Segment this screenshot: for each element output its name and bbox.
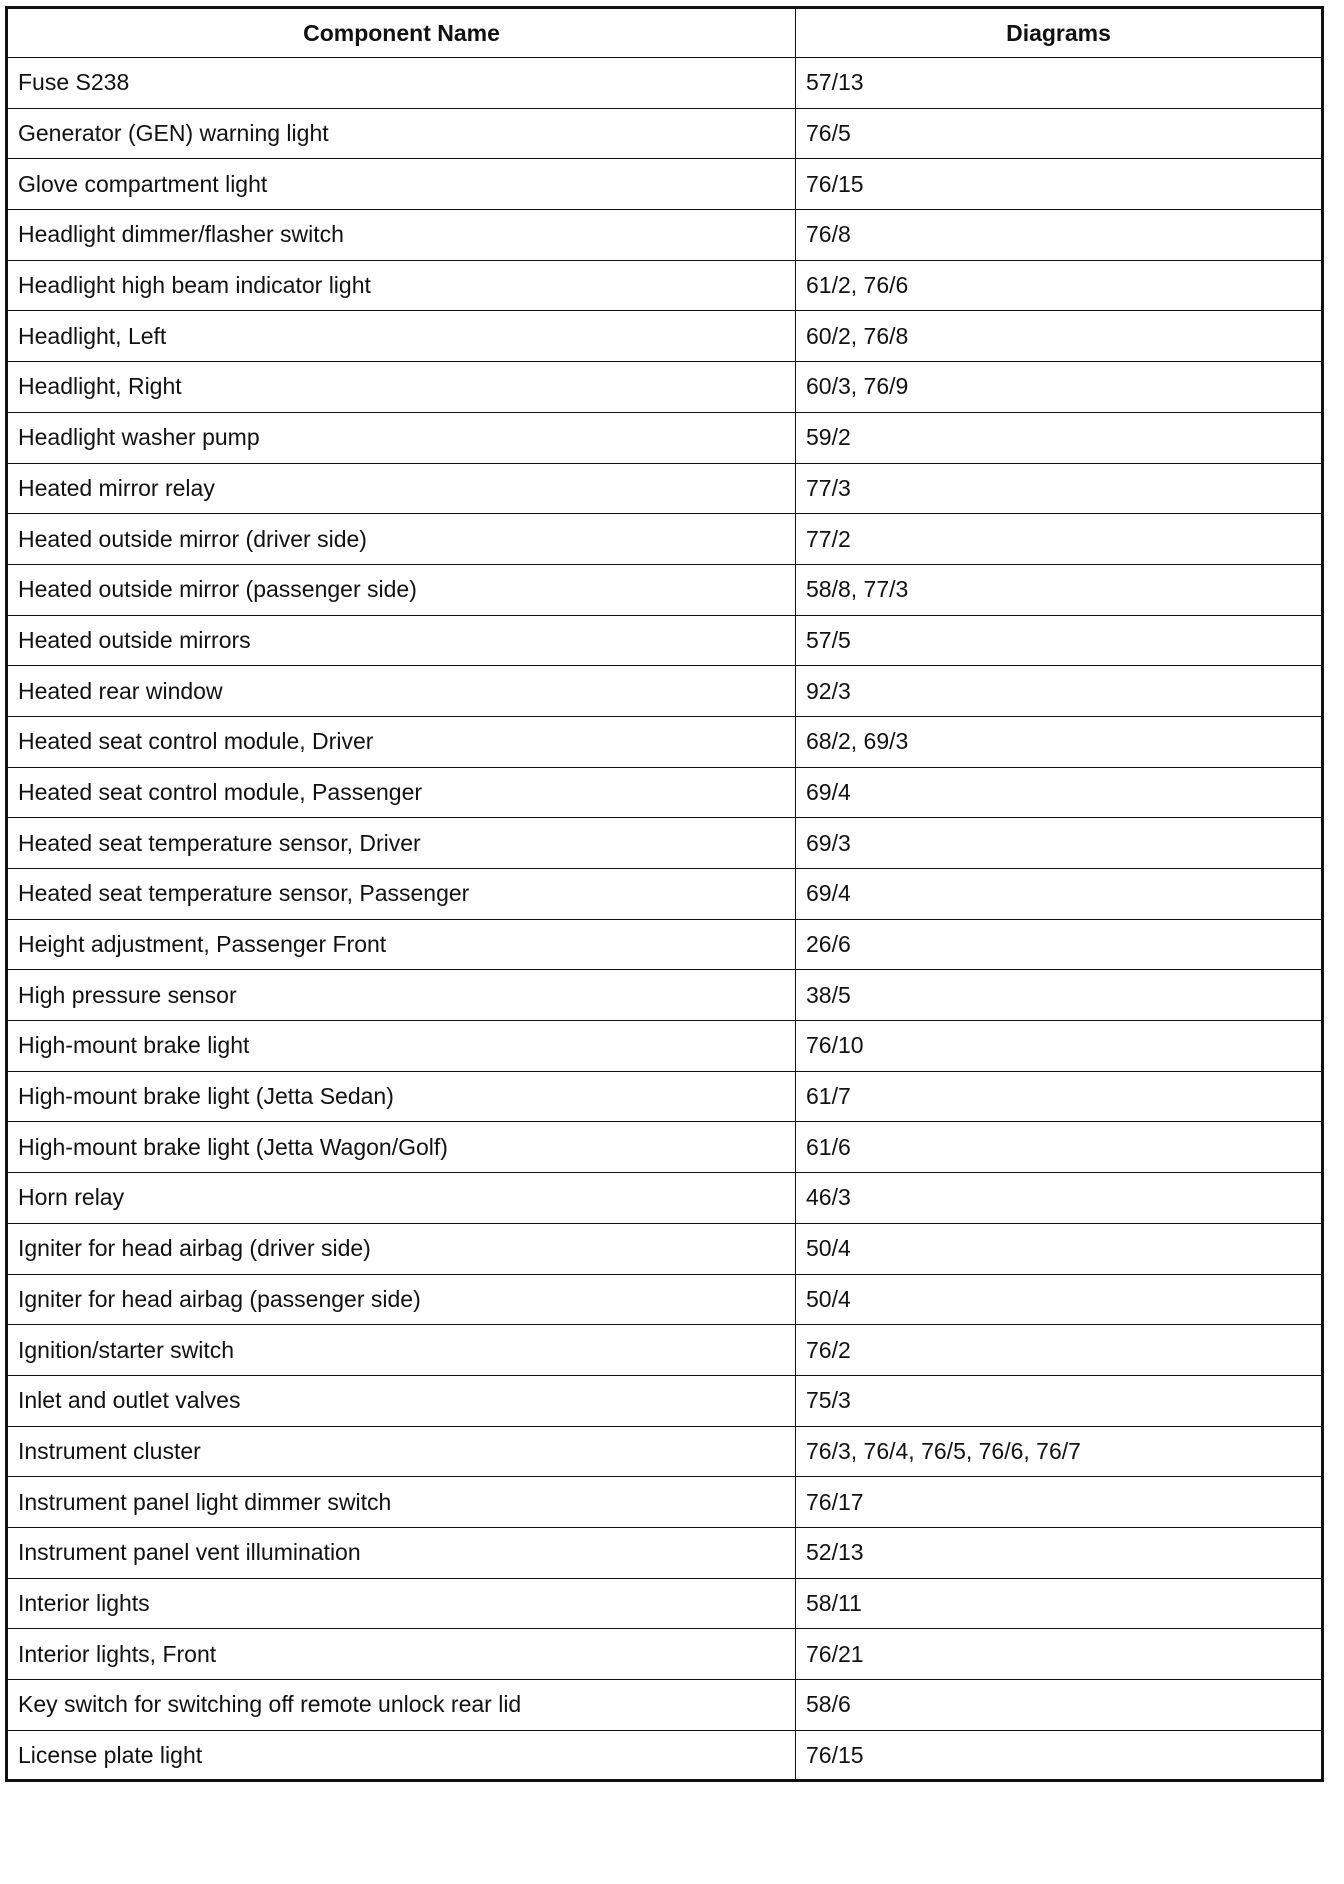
table-row (7, 869, 1323, 920)
diagrams-cell: 75/3 (796, 1375, 1323, 1426)
component-name-cell: Heated seat temperature sensor, Driver (7, 818, 796, 869)
table-row (7, 260, 1323, 311)
table-row (7, 1477, 1323, 1528)
component-name-cell: Igniter for head airbag (passenger side) (7, 1274, 796, 1325)
table-row (7, 108, 1323, 159)
table-row (7, 412, 1323, 463)
component-name-cell: Instrument panel light dimmer switch (7, 1477, 796, 1528)
diagrams-cell: 76/8 (796, 210, 1323, 261)
table-row (7, 1122, 1323, 1173)
table-row (7, 210, 1323, 261)
diagrams-cell: 77/3 (796, 463, 1323, 514)
diagrams-cell: 77/2 (796, 514, 1323, 565)
diagrams-cell: 68/2, 69/3 (796, 716, 1323, 767)
diagrams-cell: 76/15 (796, 159, 1323, 210)
component-name-cell: Height adjustment, Passenger Front (7, 919, 796, 970)
table-row (7, 1578, 1323, 1629)
table-row (7, 1274, 1323, 1325)
diagrams-cell: 69/4 (796, 869, 1323, 920)
diagrams-cell: 76/15 (796, 1730, 1323, 1781)
component-name-cell: Headlight, Left (7, 311, 796, 362)
table-row (7, 564, 1323, 615)
diagrams-cell: 76/3, 76/4, 76/5, 76/6, 76/7 (796, 1426, 1323, 1477)
component-name-cell: Generator (GEN) warning light (7, 108, 796, 159)
component-name-cell: Instrument panel vent illumination (7, 1527, 796, 1578)
table-row (7, 463, 1323, 514)
table-row (7, 1021, 1323, 1072)
table-row (7, 1223, 1323, 1274)
table-row (7, 311, 1323, 362)
diagrams-cell: 57/13 (796, 58, 1323, 109)
table-row (7, 1680, 1323, 1731)
component-name-cell: Igniter for head airbag (driver side) (7, 1223, 796, 1274)
diagrams-cell: 76/10 (796, 1021, 1323, 1072)
component-name-cell: High-mount brake light (Jetta Sedan) (7, 1071, 796, 1122)
diagrams-cell: 59/2 (796, 412, 1323, 463)
table-row (7, 1173, 1323, 1224)
diagrams-cell: 60/3, 76/9 (796, 362, 1323, 413)
table-row (7, 58, 1323, 109)
component-name-cell: Headlight high beam indicator light (7, 260, 796, 311)
diagrams-cell: 50/4 (796, 1274, 1323, 1325)
diagrams-cell: 61/2, 76/6 (796, 260, 1323, 311)
component-name-cell: Heated rear window (7, 666, 796, 717)
diagrams-cell: 58/6 (796, 1680, 1323, 1731)
component-name-cell: Fuse S238 (7, 58, 796, 109)
table-row (7, 1071, 1323, 1122)
component-name-cell: License plate light (7, 1730, 796, 1781)
component-name-cell: High pressure sensor (7, 970, 796, 1021)
table-header (7, 8, 1323, 58)
column-header-diagrams: Diagrams (796, 8, 1323, 58)
component-name-cell: Horn relay (7, 1173, 796, 1224)
diagrams-cell: 76/21 (796, 1629, 1323, 1680)
component-name-cell: Heated outside mirrors (7, 615, 796, 666)
component-name-cell: Instrument cluster (7, 1426, 796, 1477)
diagrams-cell: 58/11 (796, 1578, 1323, 1629)
diagrams-cell: 76/5 (796, 108, 1323, 159)
table-row (7, 159, 1323, 210)
table-row (7, 1375, 1323, 1426)
component-name-cell: Heated mirror relay (7, 463, 796, 514)
table-row (7, 970, 1323, 1021)
header-row (7, 8, 1323, 58)
component-name-cell: Heated outside mirror (passenger side) (7, 564, 796, 615)
component-name-cell: Heated seat temperature sensor, Passenger (7, 869, 796, 920)
table-row (7, 1527, 1323, 1578)
table-row (7, 1730, 1323, 1781)
table-row (7, 1629, 1323, 1680)
component-name-cell: High-mount brake light (7, 1021, 796, 1072)
table-row (7, 919, 1323, 970)
table-row (7, 1426, 1323, 1477)
component-name-cell: Heated outside mirror (driver side) (7, 514, 796, 565)
table-row (7, 514, 1323, 565)
diagrams-cell: 76/2 (796, 1325, 1323, 1376)
diagrams-cell: 50/4 (796, 1223, 1323, 1274)
component-name-cell: Key switch for switching off remote unlock rear lid (7, 1680, 796, 1731)
diagrams-cell: 58/8, 77/3 (796, 564, 1323, 615)
diagrams-cell: 61/7 (796, 1071, 1323, 1122)
table-row (7, 362, 1323, 413)
component-name-cell: Interior lights, Front (7, 1629, 796, 1680)
diagrams-cell: 26/6 (796, 919, 1323, 970)
diagrams-cell: 46/3 (796, 1173, 1323, 1224)
component-name-cell: Heated seat control module, Passenger (7, 767, 796, 818)
diagrams-cell: 38/5 (796, 970, 1323, 1021)
diagrams-cell: 69/4 (796, 767, 1323, 818)
table-row (7, 615, 1323, 666)
diagrams-cell: 69/3 (796, 818, 1323, 869)
diagrams-cell: 60/2, 76/8 (796, 311, 1323, 362)
table-row (7, 716, 1323, 767)
component-name-cell: Headlight, Right (7, 362, 796, 413)
diagrams-cell: 52/13 (796, 1527, 1323, 1578)
diagrams-cell: 61/6 (796, 1122, 1323, 1173)
component-name-cell: Inlet and outlet valves (7, 1375, 796, 1426)
component-diagram-table (5, 6, 1324, 1782)
diagrams-cell: 92/3 (796, 666, 1323, 717)
component-name-cell: Headlight dimmer/flasher switch (7, 210, 796, 261)
diagrams-cell: 76/17 (796, 1477, 1323, 1528)
component-name-cell: Ignition/starter switch (7, 1325, 796, 1376)
component-name-cell: High-mount brake light (Jetta Wagon/Golf) (7, 1122, 796, 1173)
component-name-cell: Headlight washer pump (7, 412, 796, 463)
table-row (7, 818, 1323, 869)
table-row (7, 1325, 1323, 1376)
table-row (7, 767, 1323, 818)
table-body (7, 58, 1323, 1781)
component-name-cell: Interior lights (7, 1578, 796, 1629)
component-name-cell: Heated seat control module, Driver (7, 716, 796, 767)
column-header-component-name: Component Name (7, 8, 796, 58)
diagrams-cell: 57/5 (796, 615, 1323, 666)
component-name-cell: Glove compartment light (7, 159, 796, 210)
table-row (7, 666, 1323, 717)
